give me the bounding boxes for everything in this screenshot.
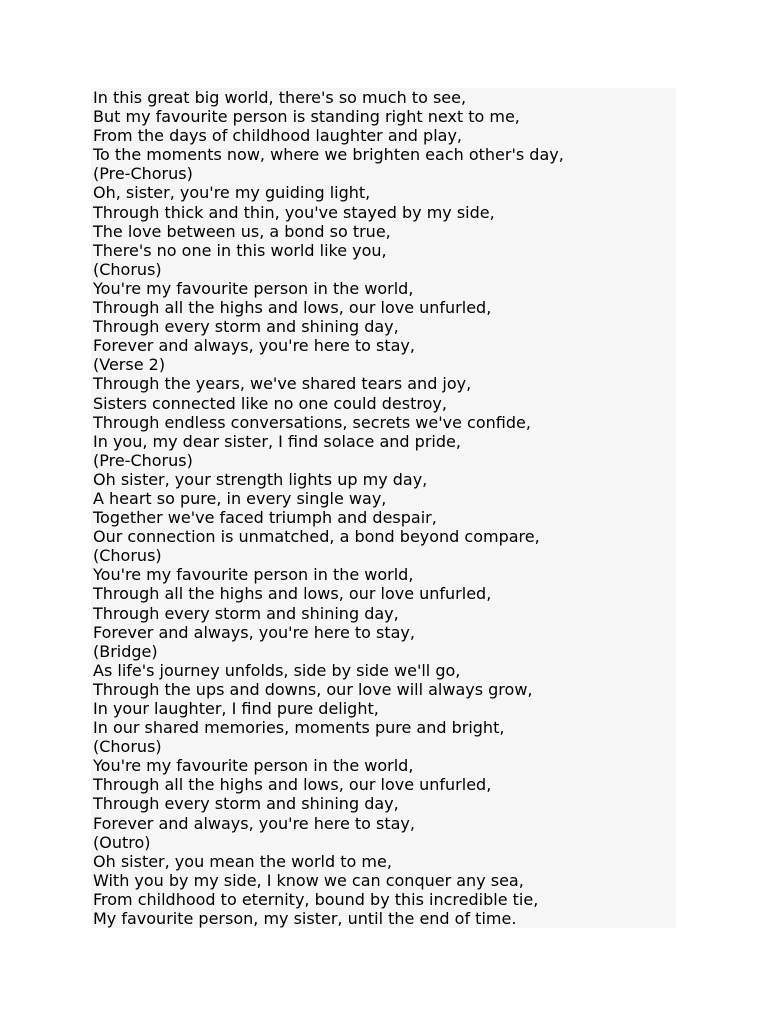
lyric-line: Through the years, we've shared tears and joy, bbox=[93, 374, 472, 394]
lyric-line: (Pre-Chorus) bbox=[93, 164, 193, 184]
lyric-line: Our connection is unmatched, a bond beyond compare, bbox=[93, 527, 540, 547]
lyric-line: You're my favourite person in the world, bbox=[93, 278, 414, 298]
lyric-line: (Chorus) bbox=[93, 259, 162, 279]
lyrics-text-block bbox=[91, 88, 676, 928]
lyric-line: Through endless conversations, secrets we've confide, bbox=[93, 412, 531, 432]
lyric-line: A heart so pure, in every single way, bbox=[93, 488, 387, 508]
lyric-line: From the days of childhood laughter and play, bbox=[93, 126, 462, 146]
lyric-line: Through all the highs and lows, our love unfurled, bbox=[93, 298, 492, 318]
lyric-line: From childhood to eternity, bound by this incredible tie, bbox=[93, 889, 539, 909]
lyric-line: Together we've faced triumph and despair, bbox=[93, 508, 437, 528]
lyric-line: You're my favourite person in the world, bbox=[93, 565, 414, 585]
lyric-line: To the moments now, where we brighten each other's day, bbox=[93, 145, 564, 165]
lyric-line: Through all the highs and lows, our love unfurled, bbox=[93, 775, 492, 795]
lyric-line: (Bridge) bbox=[93, 641, 158, 661]
lyric-line: Forever and always, you're here to stay, bbox=[93, 336, 415, 356]
lyric-line: In this great big world, there's so much to see, bbox=[93, 88, 467, 107]
lyric-line: (Chorus) bbox=[93, 546, 162, 566]
lyric-line: (Verse 2) bbox=[93, 355, 166, 375]
lyric-line: (Outro) bbox=[93, 832, 151, 852]
lyric-line: Oh sister, you mean the world to me, bbox=[93, 851, 392, 871]
lyric-line: My favourite person, my sister, until the end of time. bbox=[93, 909, 517, 929]
lyric-line: Oh sister, your strength lights up my day, bbox=[93, 469, 428, 489]
lyric-line: Forever and always, you're here to stay, bbox=[93, 813, 415, 833]
lyric-line: Through every storm and shining day, bbox=[93, 317, 399, 337]
lyric-line: Oh, sister, you're my guiding light, bbox=[93, 183, 371, 203]
lyric-line: Through the ups and downs, our love will always grow, bbox=[93, 679, 533, 699]
lyric-line: Sisters connected like no one could destroy, bbox=[93, 393, 447, 413]
lyric-line: There's no one in this world like you, bbox=[93, 240, 387, 260]
lyric-line: Through every storm and shining day, bbox=[93, 794, 399, 814]
lyric-line: In your laughter, I find pure delight, bbox=[93, 699, 379, 718]
lyric-line: Through thick and thin, you've stayed by my side, bbox=[93, 202, 495, 222]
lyric-line: Through all the highs and lows, our love unfurled, bbox=[93, 584, 492, 604]
lyric-line: In you, my dear sister, I find solace and pride, bbox=[93, 431, 461, 451]
lyric-line: You're my favourite person in the world, bbox=[93, 756, 414, 776]
lyric-line: Forever and always, you're here to stay, bbox=[93, 622, 415, 642]
lyric-line: In our shared memories, moments pure and bright, bbox=[93, 718, 505, 738]
lyric-line: With you by my side, I know we can conquer any sea, bbox=[93, 870, 524, 890]
lyric-line: (Pre-Chorus) bbox=[93, 450, 193, 470]
lyric-line: As life's journey unfolds, side by side we'll go, bbox=[93, 660, 461, 680]
lyric-line: (Chorus) bbox=[93, 737, 162, 757]
lyric-line: But my favourite person is standing right next to me, bbox=[93, 107, 520, 127]
lyric-line: The love between us, a bond so true, bbox=[93, 221, 391, 241]
lyric-line: Through every storm and shining day, bbox=[93, 603, 399, 623]
